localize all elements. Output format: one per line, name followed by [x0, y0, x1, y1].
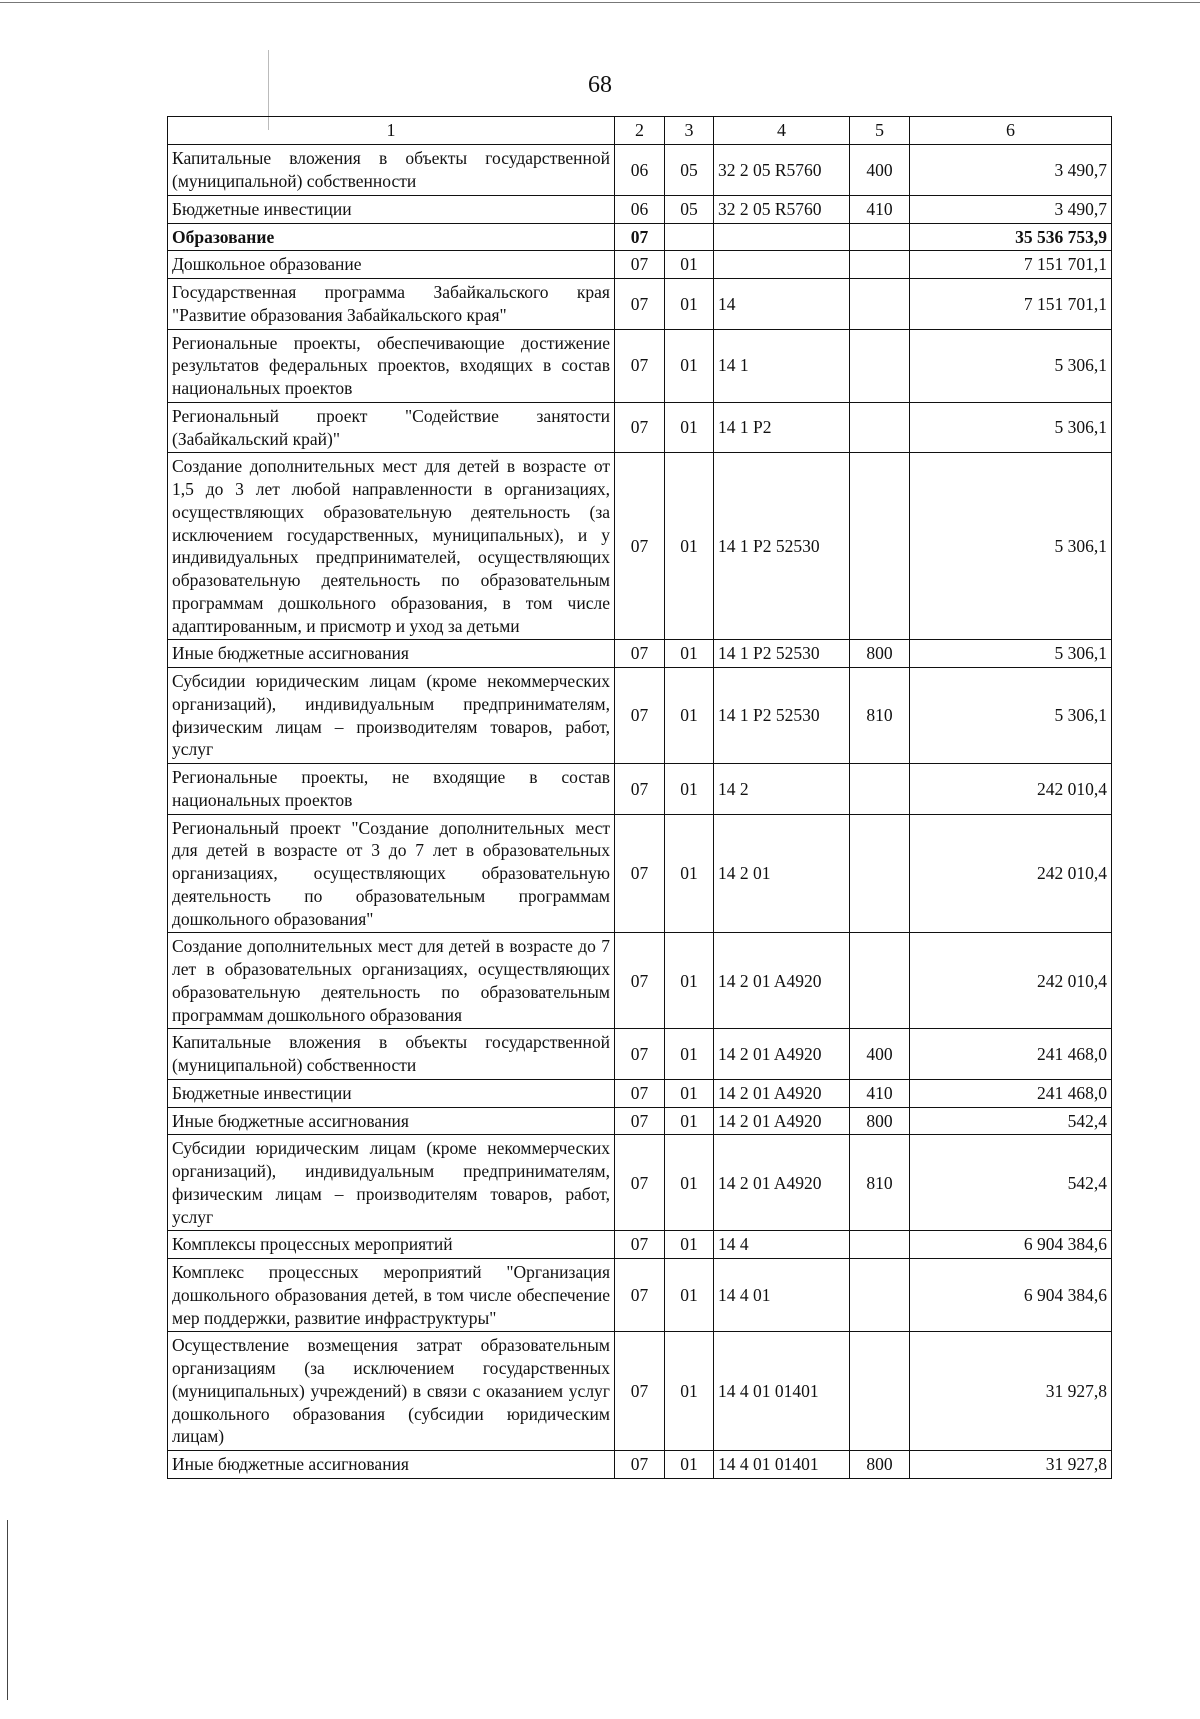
row-name: Региональные проекты, не входящие в состав национальных проектов	[168, 764, 615, 815]
row-amount: 6 904 384,6	[910, 1231, 1112, 1259]
row-expense-type: 810	[850, 1135, 910, 1231]
row-section: 07	[615, 279, 665, 330]
row-amount: 7 151 701,1	[910, 279, 1112, 330]
row-amount: 241 468,0	[910, 1029, 1112, 1080]
row-target-article	[714, 251, 850, 279]
row-expense-type	[850, 329, 910, 402]
row-target-article: 14 2 01 A4920	[714, 1079, 850, 1107]
row-section: 06	[615, 195, 665, 223]
header-col-5: 5	[850, 117, 910, 145]
row-subsection: 01	[665, 1135, 714, 1231]
table-row	[168, 1231, 1112, 1259]
row-target-article: 14 2 01 A4920	[714, 1135, 850, 1231]
row-expense-type: 410	[850, 1079, 910, 1107]
row-expense-type: 800	[850, 1451, 910, 1479]
row-expense-type: 400	[850, 145, 910, 196]
table-row	[168, 1259, 1112, 1332]
row-amount: 31 927,8	[910, 1332, 1112, 1451]
row-name: Региональные проекты, обеспечивающие достижение результатов федеральных проектов, входящих в состав национальных проектов	[168, 329, 615, 402]
row-amount: 5 306,1	[910, 453, 1112, 640]
row-expense-type: 400	[850, 1029, 910, 1080]
row-expense-type	[850, 223, 910, 251]
row-section: 07	[615, 814, 665, 933]
row-expense-type	[850, 933, 910, 1029]
row-name: Государственная программа Забайкальского края "Развитие образования Забайкальского края"	[168, 279, 615, 330]
row-section: 06	[615, 145, 665, 196]
row-subsection: 01	[665, 814, 714, 933]
table-row	[168, 195, 1112, 223]
row-target-article: 14 4 01 01401	[714, 1332, 850, 1451]
table-row	[168, 1451, 1112, 1479]
table-row	[168, 1107, 1112, 1135]
header-row	[168, 117, 1112, 145]
row-target-article: 14 4	[714, 1231, 850, 1259]
row-section: 07	[615, 933, 665, 1029]
row-section: 07	[615, 223, 665, 251]
row-subsection: 01	[665, 933, 714, 1029]
row-name: Региональный проект "Содействие занятости (Забайкальский край)"	[168, 402, 615, 453]
row-section: 07	[615, 251, 665, 279]
row-expense-type	[850, 1332, 910, 1451]
row-subsection: 01	[665, 640, 714, 668]
row-section: 07	[615, 764, 665, 815]
row-section: 07	[615, 453, 665, 640]
row-amount: 6 904 384,6	[910, 1259, 1112, 1332]
table-row	[168, 453, 1112, 640]
row-target-article: 14 2 01 A4920	[714, 933, 850, 1029]
row-subsection: 01	[665, 402, 714, 453]
row-amount: 3 490,7	[910, 145, 1112, 196]
row-amount: 5 306,1	[910, 329, 1112, 402]
row-target-article: 14 2 01 A4920	[714, 1107, 850, 1135]
row-expense-type	[850, 453, 910, 640]
row-amount: 3 490,7	[910, 195, 1112, 223]
row-subsection: 05	[665, 195, 714, 223]
header-col-3: 3	[665, 117, 714, 145]
row-target-article: 14 1	[714, 329, 850, 402]
row-target-article: 14 4 01	[714, 1259, 850, 1332]
row-expense-type	[850, 814, 910, 933]
row-name: Бюджетные инвестиции	[168, 195, 615, 223]
row-section: 07	[615, 1029, 665, 1080]
row-target-article	[714, 223, 850, 251]
row-subsection: 01	[665, 1029, 714, 1080]
header-col-4: 4	[714, 117, 850, 145]
row-subsection	[665, 223, 714, 251]
table-body	[168, 145, 1112, 1479]
row-amount: 542,4	[910, 1107, 1112, 1135]
row-subsection: 01	[665, 1107, 714, 1135]
row-section: 07	[615, 640, 665, 668]
header-col-6: 6	[910, 117, 1112, 145]
row-subsection: 01	[665, 1079, 714, 1107]
row-amount: 242 010,4	[910, 814, 1112, 933]
table-row	[168, 1332, 1112, 1451]
table-row	[168, 668, 1112, 764]
row-target-article: 32 2 05 R5760	[714, 145, 850, 196]
row-subsection: 01	[665, 764, 714, 815]
row-name: Капитальные вложения в объекты государственной (муниципальной) собственности	[168, 145, 615, 196]
row-expense-type	[850, 1231, 910, 1259]
row-target-article: 14 1 P2 52530	[714, 453, 850, 640]
row-amount: 5 306,1	[910, 402, 1112, 453]
row-subsection: 01	[665, 668, 714, 764]
row-target-article: 14 1 P2 52530	[714, 668, 850, 764]
row-amount: 31 927,8	[910, 1451, 1112, 1479]
row-name: Бюджетные инвестиции	[168, 1079, 615, 1107]
header-col-2: 2	[615, 117, 665, 145]
row-subsection: 01	[665, 1451, 714, 1479]
row-expense-type	[850, 1259, 910, 1332]
row-amount: 7 151 701,1	[910, 251, 1112, 279]
row-name: Создание дополнительных мест для детей в возрасте до 7 лет в образовательных организациях, осуществляющих образовательную деятельность по образовательным программам дошкольного образования	[168, 933, 615, 1029]
row-expense-type	[850, 764, 910, 815]
row-section: 07	[615, 329, 665, 402]
top-scan-rule	[0, 2, 1200, 3]
row-expense-type	[850, 251, 910, 279]
page-number: 68	[588, 72, 612, 98]
table-row	[168, 1029, 1112, 1080]
row-expense-type	[850, 279, 910, 330]
row-name: Комплекс процессных мероприятий "Организация дошкольного образования детей, в том числе обеспечение мер поддержки, развитие инфраструктуры"	[168, 1259, 615, 1332]
row-name: Образование	[168, 223, 615, 251]
row-section: 07	[615, 1259, 665, 1332]
row-section: 07	[615, 1332, 665, 1451]
row-section: 07	[615, 1135, 665, 1231]
row-name: Капитальные вложения в объекты государственной (муниципальной) собственности	[168, 1029, 615, 1080]
row-name: Региональный проект "Создание дополнительных мест для детей в возрасте от 3 до 7 лет в образовательных организациях, осуществляющих образовательную деятельность по образовательным программам дошкольного образования"	[168, 814, 615, 933]
row-target-article: 14 1 P2 52530	[714, 640, 850, 668]
row-target-article: 14 2 01 A4920	[714, 1029, 850, 1080]
table-row	[168, 279, 1112, 330]
row-target-article: 14 1 P2	[714, 402, 850, 453]
row-section: 07	[615, 1451, 665, 1479]
table-row	[168, 145, 1112, 196]
row-target-article: 14 4 01 01401	[714, 1451, 850, 1479]
margin-scan-line	[7, 1520, 8, 1700]
row-amount: 5 306,1	[910, 640, 1112, 668]
row-name: Создание дополнительных мест для детей в возрасте от 1,5 до 3 лет любой направленности в организациях, осуществляющих образовательную деятельность (за исключением государственных, муниципальных), и у индивидуальных предпринимателей, осуществляющих образовательную деятельность по образовательным программам дошкольного образования, в том числе адаптированным, и присмотр и уход за детьми	[168, 453, 615, 640]
table-row	[168, 814, 1112, 933]
row-expense-type: 810	[850, 668, 910, 764]
budget-table	[167, 116, 1112, 1479]
row-section: 07	[615, 1079, 665, 1107]
row-subsection: 01	[665, 1231, 714, 1259]
row-name: Иные бюджетные ассигнования	[168, 640, 615, 668]
row-name: Дошкольное образование	[168, 251, 615, 279]
table-row	[168, 402, 1112, 453]
row-name: Иные бюджетные ассигнования	[168, 1451, 615, 1479]
row-section: 07	[615, 1107, 665, 1135]
row-expense-type	[850, 402, 910, 453]
row-subsection: 01	[665, 279, 714, 330]
row-section: 07	[615, 668, 665, 764]
table-row	[168, 1079, 1112, 1107]
row-name: Субсидии юридическим лицам (кроме некоммерческих организаций), индивидуальным предпринимателям, физическим лицам – производителям товаров, работ, услуг	[168, 1135, 615, 1231]
row-subsection: 01	[665, 329, 714, 402]
row-expense-type: 800	[850, 640, 910, 668]
table-row	[168, 1135, 1112, 1231]
row-subsection: 05	[665, 145, 714, 196]
row-name: Осуществление возмещения затрат образовательным организациям (за исключением государственных (муниципальных) учреждений) в связи с оказанием услуг дошкольного образования (субсидии юридическим лицам)	[168, 1332, 615, 1451]
table-header	[168, 117, 1112, 145]
row-name: Субсидии юридическим лицам (кроме некоммерческих организаций), индивидуальным предпринимателям, физическим лицам – производителям товаров, работ, услуг	[168, 668, 615, 764]
row-amount: 35 536 753,9	[910, 223, 1112, 251]
table-row	[168, 329, 1112, 402]
row-expense-type: 800	[850, 1107, 910, 1135]
table-row	[168, 223, 1112, 251]
table-row	[168, 764, 1112, 815]
row-amount: 542,4	[910, 1135, 1112, 1231]
row-target-article: 32 2 05 R5760	[714, 195, 850, 223]
header-col-1: 1	[168, 117, 615, 145]
row-amount: 241 468,0	[910, 1079, 1112, 1107]
row-target-article: 14 2	[714, 764, 850, 815]
row-subsection: 01	[665, 1259, 714, 1332]
row-subsection: 01	[665, 1332, 714, 1451]
row-subsection: 01	[665, 453, 714, 640]
row-amount: 242 010,4	[910, 933, 1112, 1029]
row-section: 07	[615, 1231, 665, 1259]
row-section: 07	[615, 402, 665, 453]
row-subsection: 01	[665, 251, 714, 279]
table-row	[168, 640, 1112, 668]
row-target-article: 14 2 01	[714, 814, 850, 933]
row-amount: 5 306,1	[910, 668, 1112, 764]
table-row	[168, 933, 1112, 1029]
row-name: Иные бюджетные ассигнования	[168, 1107, 615, 1135]
row-name: Комплексы процессных мероприятий	[168, 1231, 615, 1259]
row-target-article: 14	[714, 279, 850, 330]
table-row	[168, 251, 1112, 279]
row-amount: 242 010,4	[910, 764, 1112, 815]
row-expense-type: 410	[850, 195, 910, 223]
